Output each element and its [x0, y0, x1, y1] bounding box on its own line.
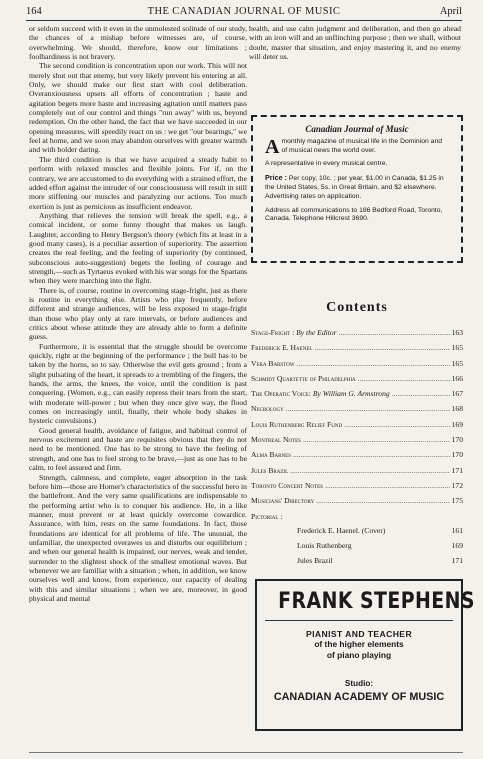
- ad-studio-label: Studio:: [344, 679, 374, 688]
- ad-line3: of piano playing: [326, 650, 392, 660]
- toc-title: Musicians' Directory: [251, 496, 315, 506]
- toc-title: Necrology: [251, 404, 284, 414]
- toc-label: [251, 496, 314, 505]
- subscription-title: Canadian Journal of Music: [305, 124, 409, 134]
- toc-title: Vera Barstow: [251, 358, 295, 368]
- toc-pictorial-label: Jules Brazil: [297, 556, 333, 566]
- article-paragraph: health, and use calm judgment and deliberation, and then go ahead with an iron will and an unflinching purpose ; then we shall, without doubt, master that situation, and enjoy mastering it, and no enemy will deter us.: [249, 24, 461, 62]
- toc-page: 172: [451, 480, 463, 490]
- toc-row: [251, 450, 463, 465]
- toc-title: Montreal Notes: [251, 435, 301, 445]
- toc-row: [251, 389, 463, 404]
- toc-label: [251, 343, 312, 352]
- ad-studio: CANADIAN ACADEMY OF MUSIC: [273, 691, 445, 703]
- toc-row: [251, 466, 463, 481]
- drop-cap: A: [265, 135, 280, 158]
- toc-label: [251, 404, 284, 413]
- toc-title: Alma Barnes: [251, 450, 291, 460]
- toc-title: Stage-Fright :: [251, 328, 297, 337]
- toc-row: [251, 496, 463, 511]
- toc-label: [251, 435, 301, 444]
- toc-row: [251, 359, 463, 374]
- toc-label: [251, 466, 288, 475]
- article-paragraph: There is, of course, routine in overcoming stage-fright, just as there is routine in everything else. Artists who play frequently, before different and strange audiences, will be less exposed to stage-fright than those who play only at rare intervals, or before audiences and critics about whose attitude they are already able to form a definite guess.: [29, 285, 247, 342]
- price-label: Price :: [265, 173, 287, 183]
- subscription-price: [265, 174, 449, 201]
- toc-pictorial-row: [251, 556, 463, 571]
- toc-leader: [290, 466, 449, 475]
- toc-label: [251, 450, 291, 459]
- toc-label: [251, 481, 323, 490]
- toc-leader: [314, 343, 449, 352]
- toc-title: Louis Ruthenberg Relief Fund: [251, 419, 343, 429]
- toc-row: [251, 481, 463, 496]
- subscription-rep: A representative in every musical centre.: [265, 160, 388, 168]
- ad-line2: of the higher elements: [314, 639, 404, 649]
- toc-leader: [325, 481, 450, 490]
- toc-author: By the Editor: [296, 328, 337, 337]
- article-paragraph: or seldom succeed with it even in the unmolested solitude of our study, the chances of a mishap before witnesses are, of course, overwhelming. We should, therefore, know our limitations ; foolhardiness is not bravery.: [29, 24, 247, 62]
- article-paragraph: The second condition is concentration upon our work. This will not merely shut out that enemy, but very likely prevent his entering at all. Only, we should make our first start with cool deliberation. Overanxiousness upsets all efforts of concentration ; haste and agitation begets more haste and increasing agitation until matters pass completely out of our control and things "run away" with us, beyond redemption. On the other hand, the fact that we have succeeded in our opening measures, will speedily react on us : we get "our bearings," we feel at home, and we soon may abandon ourselves with greater warmth and with bolder daring.: [29, 61, 247, 155]
- toc-label: [251, 328, 337, 337]
- article-right-column: [249, 24, 461, 61]
- subscription-intro-text: monthly magazine of musical life in the Dominion and of musical news the world over.: [281, 137, 443, 154]
- toc-author: By William G. Armstrong: [312, 389, 390, 399]
- issue-month: April: [439, 6, 462, 17]
- article-paragraph: Furthermore, it is essential that the struggle should be overcome quickly, right at the beginning of the performance ; the bull has to be taken by the horns, so to say. Otherwise the evil gets ground ; from a slight pulsating of the heart, it spreads to a trembling of the fingers, the hands, the arms, the knees, the voice, until the condition is past conquering. (Women, e.g., can easily repress their tears from the start, with moderate will-power ; but when they once give way, the flood comes on increasingly until, finally, their whole body shakes in hysteric convulsions.): [29, 341, 247, 426]
- toc-leader: [293, 450, 450, 459]
- toc-pictorial-label: Frederick E. Haenel. (Cover): [297, 525, 386, 535]
- toc-title: The Operatic Voice:: [251, 389, 313, 399]
- toc-page: 171: [451, 556, 463, 566]
- toc-page: 166: [451, 373, 463, 383]
- page-number: 164: [26, 6, 42, 17]
- ad-name: FRANK STEPHENS: [278, 589, 475, 614]
- toc-row: [251, 404, 463, 419]
- article-left-column: [29, 24, 247, 603]
- toc-page: 165: [451, 343, 463, 353]
- toc-title: Schmidt Quartette of Philadelphia: [251, 373, 356, 383]
- article-paragraph: The third condition is that we have acquired a steady habit to perform with relaxed muscles and flexible joints. For if, on the contrary, we are accustomed to do everything with a strained effort, the added effort against the intruder of our consciousness will result in still more stiffening our muscles and paralyzing our actions. Too much exertion is just as pernicious as insufficient endeavor.: [29, 154, 247, 211]
- toc-label: [251, 389, 390, 398]
- toc-leader: [296, 359, 449, 368]
- toc-page: 163: [451, 328, 463, 337]
- article-paragraph: Strength, calmness, and complete, eager absorption in the task before him—those are Homer's characteristics of the successful hero in the battlefront. And the very same qualifications are indispensable to the performing artist who is to conquer his audience. He, in a like manner, must prevent or at least quickly overcome cowardice. Assurance, with him, rests on the same foundations. In fact, those foundations are identical for all problems of life. The unusual, the unfamiliar, the unexpected overawes us and disturbs our equilibrium ; and when our general health is impaired, our nerves, weak and tender, surrender to the slightest shock of the smallest emotional waves. But whenever we are familiar with a situation ; when, in addition, we know ourselves well and know, from experience, our capacity of dealing with this and similar situations ; when we are, moreover, in good physical and mental: [29, 472, 247, 603]
- toc-page: 168: [451, 404, 463, 414]
- toc-pictorial-heading: Pictorial :: [251, 511, 283, 521]
- toc-page: 175: [451, 496, 463, 506]
- toc-row: [251, 435, 463, 450]
- toc-page: 170: [451, 450, 463, 460]
- subscription-box: [251, 115, 463, 263]
- toc-label: [251, 374, 356, 383]
- toc-page: 169: [451, 419, 463, 429]
- toc-page: 167: [451, 389, 463, 399]
- toc-title: Jules Brazil: [251, 465, 289, 475]
- subscription-intro: [265, 135, 449, 158]
- article-paragraph: Good general health, avoidance of fatigue, and habitual control of nervous excitement and haste are requisites obvious that they do not need to be mentioned. One has to be strong to have the feeling of strength, and one has to feel strong to be brave,—just as one has to be calm, to feel assured and firm.: [29, 425, 247, 473]
- toc-page: 161: [451, 525, 463, 535]
- toc-pictorial-row: [251, 526, 463, 541]
- article-paragraph: Anything that relieves the tension will break the spell, e.g., a comical incident, or some funny thought that makes us laugh. Laughter, according to Henry Bergson's theory (which fits at least in a good many cases), is a peculiar assertion of superiority. The assertion creates the real feeling, and the feeling of superiority (by continued, subconscious auto-suggestion) begets the feeling of courage and strength,—such as Tyrtaeus evoked with his war songs for the Spartans when they were marching into the fight.: [29, 210, 247, 286]
- ad-line1: PIANIST AND TEACHER: [305, 629, 413, 639]
- toc-leader: [392, 389, 450, 398]
- bottom-rule: [29, 752, 463, 753]
- toc-leader: [286, 404, 450, 413]
- toc-leader: [344, 420, 450, 429]
- table-of-contents: [251, 328, 463, 571]
- toc-pictorial-row: [251, 541, 463, 556]
- toc-label: [251, 420, 342, 429]
- toc-title: Toronto Concert Notes: [251, 480, 323, 490]
- toc-page: 169: [451, 540, 463, 550]
- journal-title: THE CANADIAN JOURNAL OF MUSIC: [147, 6, 341, 17]
- toc-title: Frederick E. Haenel: [251, 343, 313, 353]
- toc-page: 171: [451, 465, 463, 475]
- contents-title: Contents: [326, 300, 388, 315]
- toc-leader: [339, 328, 450, 337]
- price-text: Per copy, 10c. ; per year, $1.00 in Canada, $1.25 in the United States, 5s. in Great Britain, and $2 elsewhere. Advertising rates on application.: [265, 175, 444, 200]
- header-rule: [26, 20, 462, 21]
- page-header: [26, 4, 462, 20]
- ad-divider: [265, 620, 453, 621]
- toc-pictorial-label: Louis Ruthenberg: [297, 540, 352, 550]
- toc-row: [251, 343, 463, 358]
- advertisement: [255, 579, 475, 731]
- subscription-address: Address all communications to 186 Bedford Road, Toronto, Canada. Telephone Hillcrest 3690.: [265, 206, 443, 223]
- toc-label: [251, 359, 294, 368]
- toc-row: [251, 374, 463, 389]
- toc-page: 165: [451, 358, 463, 368]
- toc-page: 170: [451, 435, 463, 445]
- toc-leader: [316, 496, 449, 505]
- toc-row: [251, 420, 463, 435]
- toc-row: [251, 328, 463, 343]
- toc-leader: [303, 435, 450, 444]
- toc-leader: [358, 374, 450, 383]
